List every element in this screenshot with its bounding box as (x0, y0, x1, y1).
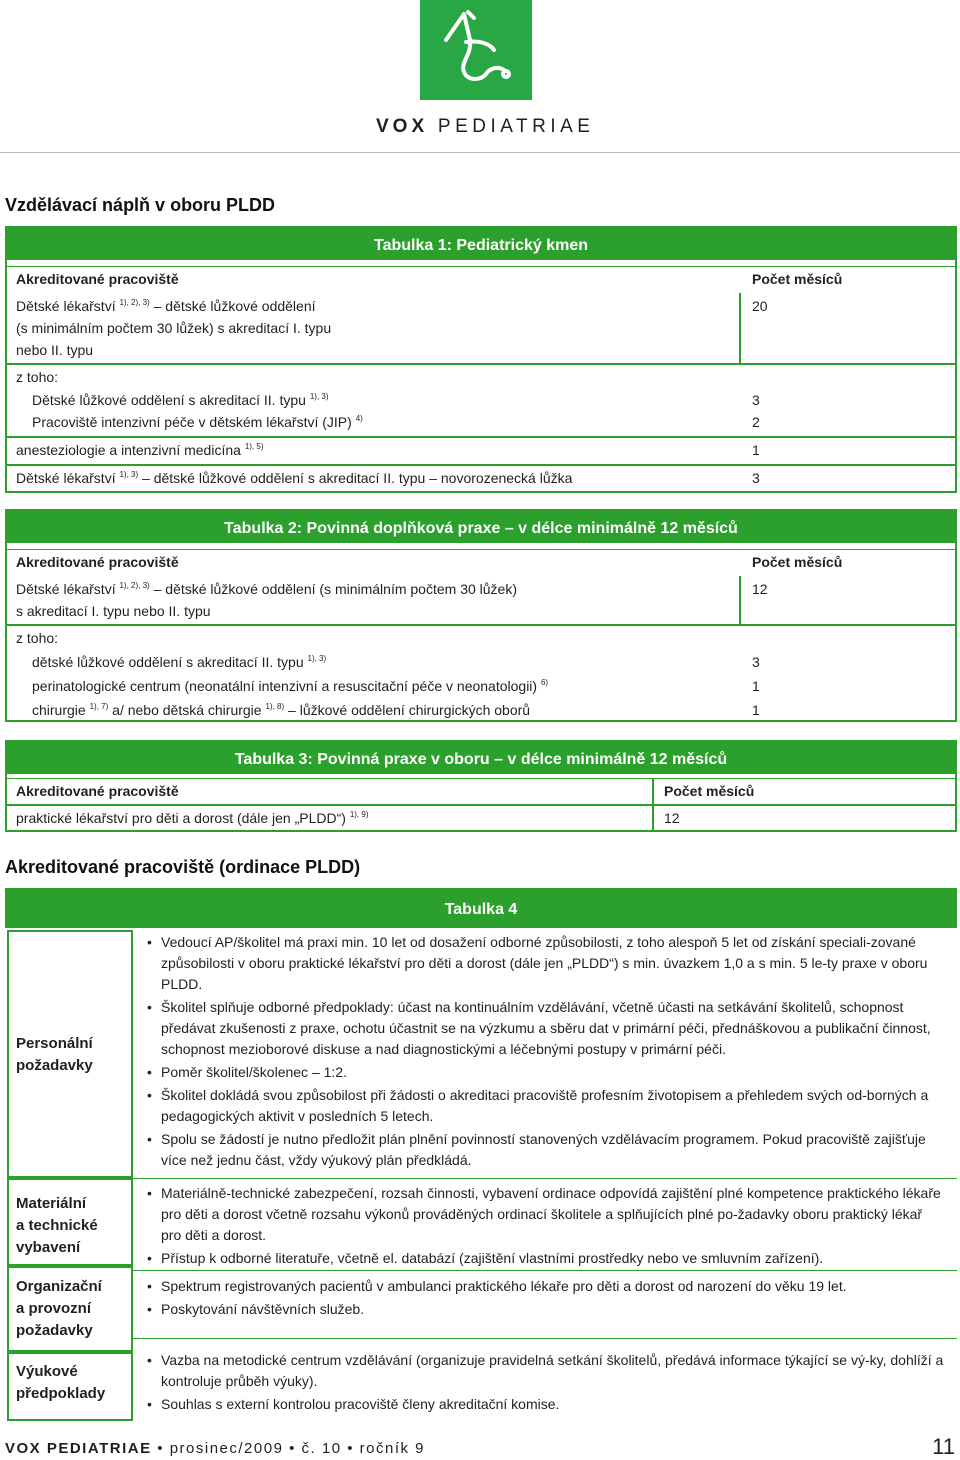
table-row-label: praktické lékařství pro děti a dorost (dále jen „PLDD“) $^{1), 9)}$ (16, 810, 369, 826)
footer-volume: ročník 9 (359, 1440, 426, 1457)
label-material: Materiální a technické vybavení (16, 1195, 98, 1256)
table-row-label: Dětské lékařství $^{1), 2), 3)}$ – dětské lůžkové oddělení (s minimálním počtem 30 lůžek) (16, 581, 518, 597)
table-row-label: chirurgie $^{1), 7)}$ a/ nebo dětská chirurgie $^{1), 8)}$ – lůžkové oddělení chirurgických oborů (32, 702, 531, 718)
table-cell-value: 3 (752, 654, 760, 670)
table-row-label: Dětské lékařství $^{1), 2), 3)}$ – dětské lůžkové oddělení (16, 298, 316, 314)
section-title: Akreditované pracoviště (ordinace PLDD) (5, 857, 361, 877)
column-header: Počet měsíců (752, 554, 843, 570)
table-row-label: perinatologické centrum (neonatální intenzivní a resuscitační péče v neonatologii) $^{6)}$ (32, 678, 549, 694)
table-cell-value: 12 (752, 581, 768, 597)
brand-wordmark (376, 116, 594, 138)
table-cell-value: 1 (752, 442, 760, 458)
table-cell-value: 12 (664, 810, 680, 826)
list-personal (145, 932, 945, 1173)
list-item: • Vedoucí AP/školitel má praxi min. 10 let od dosažení odborné způsobilosti, z toho alespoň 5 let od získání speciali-zované způsobilosti v oboru praktické lékařství pro děti a dorost (dále jen „PLDD“) s min. úvazkem 1,0 a s min. 5 le-ty praxe v oboru PLDD. (145, 932, 945, 995)
table-row-label: (s minimálním počtem 30 lůžek) s akreditací I. typu (16, 320, 332, 336)
list-item: • Spektrum registrovaných pacientů v ambulanci praktického lékaře pro děti a dorost od narození do věku 19 let. (145, 1276, 945, 1297)
header-rule (0, 152, 960, 153)
list-item: • Přístup k odborné literatuře, včetně el. databází (zajištění vlastními prostředky nebo ve smluvním zařízení). (145, 1248, 945, 1269)
table-row-label: s akreditací I. typu nebo II. typu (16, 603, 211, 619)
list-item: • Souhlas s externí kontrolou pracoviště členy akreditační komise. (145, 1394, 945, 1415)
table-cell-value: 2 (752, 414, 760, 430)
table-row-label: Dětské lékařství $^{1), 3)}$ – dětské lůžkové oddělení s akreditací II. typu – novorozenecká lůžka (16, 470, 573, 486)
column-header: Akreditované pracoviště (16, 783, 179, 799)
list-item: • Školitel splňuje odborné předpoklady: účast na kontinuálním vzdělávání, včetně účasti na setkávání školitelů, schopnost předávat zkušenosti z praxe, ochotu účastnit se na výzkumu a sběru dat v primární péči, přednáškovou a publikační činnost, schopnost mezioborové diskuse a nad diagnostickými a léčebnými postupy v primární péči. (145, 997, 945, 1060)
brand-bold: VOX (376, 116, 429, 137)
column-header: Počet měsíců (664, 783, 755, 799)
list-item: • Materiálně-technické zabezpečení, rozsah činnosti, vybavení ordinace odpovídá zajištění plné kompetence praktickéhо lékaře pro děti a dorost včetně rozsahu výkonů prováděných ordinací školitele a splňujících plné po-žadavky oboru praktický lékař pro děti a dorost. (145, 1183, 945, 1246)
table-title: Tabulka 4 (5, 888, 957, 928)
column-header: Akreditované pracoviště (16, 271, 179, 287)
page-number: 11 (932, 1434, 955, 1459)
footer-issue: č. 10 (301, 1440, 342, 1457)
label-personal: Personální požadavky (16, 1035, 93, 1074)
table-row-label: Dětské lůžkové oddělení s akreditací II. typu $^{1), 3)}$ (32, 392, 329, 408)
table-row-label: z toho: (16, 369, 59, 385)
journal-logo (420, 0, 532, 100)
section-title: Vzdělávací náplň v oboru PLDD (5, 195, 276, 215)
table-cell-value: 20 (752, 298, 768, 314)
table-row-label: Pracoviště intenzivní péče v dětském lékařství (JIP) $^{4)}$ (32, 414, 363, 430)
table-row-label: nebo II. typu (16, 342, 94, 358)
footer-date: prosinec/2009 (169, 1440, 284, 1457)
list-item: • Spolu se žádostí je nutno předložit plán plnění povinností stanovených vzdělávacím programem. Pokud pracoviště zajišťuje více než jednu část, vždy výukový plán předkládá. (145, 1129, 945, 1171)
column-header: Počet měsíců (752, 271, 843, 287)
list-item: • Vazba na metodické centrum vzdělávání (organizuje pravidelná setkání školitelů, předává informace týkající se vý-ky, dohlíží a kontroluje průběh výuky). (145, 1350, 945, 1392)
table-cell-value: 3 (752, 470, 760, 486)
table-row-label: anesteziologie a intenzivní medicína $^{1), 5)}$ (16, 442, 264, 458)
table-title: Tabulka 3: Povinná praxe v oboru – v délce minimálně 12 měsíců (7, 740, 955, 774)
table-title: Tabulka 2: Povinná doplňková praxe – v délce minimálně 12 měsíců (7, 509, 955, 543)
table-row-label: dětské lůžkové oddělení s akreditací II. typu $^{1), 3)}$ (32, 654, 327, 670)
label-edu: Výukové předpoklady (16, 1363, 106, 1402)
brand-rest: PEDIATRIAE (437, 116, 595, 137)
list-item: • Poměr školitel/školenec – 1:2. (145, 1062, 945, 1083)
table-4 (5, 888, 957, 1421)
list-item: • Poskytování návštěvních služeb. (145, 1299, 945, 1320)
table-title: Tabulka 1: Pediatrický kmen (7, 226, 955, 260)
table-cell-value: 1 (752, 702, 760, 718)
label-org: Organizační a provozní požadavky (16, 1278, 102, 1339)
list-material (145, 1183, 945, 1271)
column-header: Akreditované pracoviště (16, 554, 179, 570)
list-edu (145, 1350, 945, 1417)
table-row-label: z toho: (16, 630, 59, 646)
footer: VOX PEDIATRIAE • prosinec/2009 • č. 10 • ročník 9 (5, 1440, 426, 1457)
stethoscope-logo-icon (420, 0, 532, 100)
table-cell-value: 1 (752, 678, 760, 694)
list-item: • Školitel dokládá svou způsobilost při žádosti o akreditaci pracoviště profesním životopisem a přehledem svých od-borných a pedagogických aktivit v posledních 5 letech. (145, 1085, 945, 1127)
list-org (145, 1276, 945, 1322)
table-cell-value: 3 (752, 392, 760, 408)
footer-brand: VOX PEDIATRIAE (5, 1440, 152, 1457)
